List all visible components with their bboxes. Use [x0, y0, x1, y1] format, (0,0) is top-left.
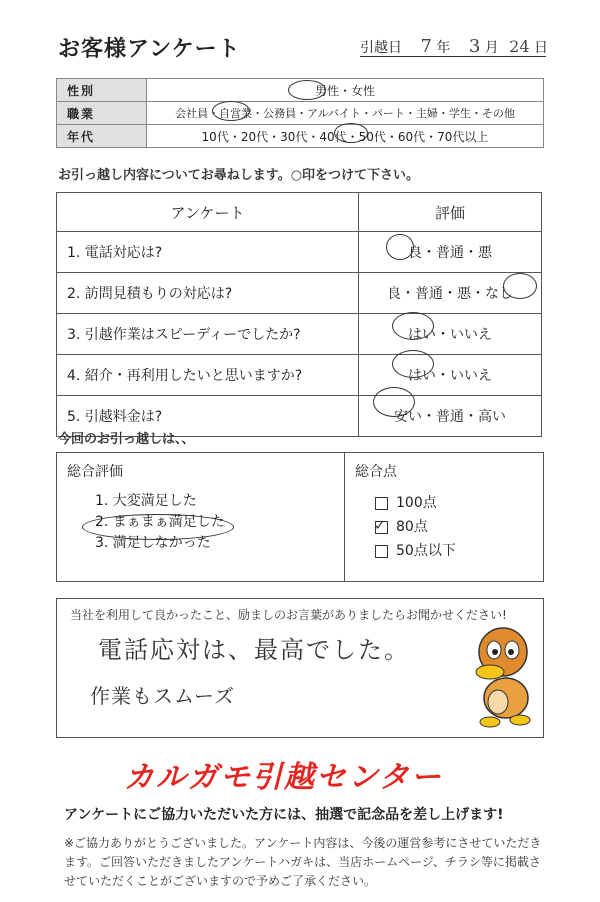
answer-circle-mark	[503, 273, 537, 299]
date-day: 24	[509, 37, 530, 56]
footnote: ※ご協力ありがとうございました。アンケート内容は、今後の運営参考にさせていただきます。ご回答いただきましたアンケートハガキは、当店ホームページ、チラシ等に掲載させていただくことがございますので予めご了承ください。	[64, 836, 542, 888]
age-circle-mark	[334, 123, 368, 143]
rating-option-selected: 2. まぁまぁ満足した	[95, 514, 225, 530]
prize-notice: アンケートにご協力いただいた方には、抽選で記念品を差し上げます!	[64, 807, 504, 823]
handwritten-comment-line: 電話応対は、最高でした。	[98, 636, 410, 664]
comment-prompt: 当社を利用して良かったこと、励ましのお言葉がありましたらお聞かせください!	[70, 608, 507, 622]
survey-table	[56, 192, 542, 437]
date-underline	[360, 56, 546, 57]
occupation-circle-mark	[212, 101, 250, 121]
page-title: お客様アンケート	[58, 37, 241, 62]
date-label: 引越日	[360, 40, 402, 56]
survey-row	[57, 355, 542, 396]
answer-circle-mark	[386, 234, 414, 260]
info-label: 年代	[57, 125, 147, 147]
checkbox-icon	[375, 497, 388, 510]
survey-answer-options: 安い・普通・高い	[359, 396, 542, 437]
instruction-text: お引っ越し内容についてお尋ねします。○印をつけて下さい。	[58, 168, 420, 183]
score-option-checked	[375, 515, 533, 539]
info-row-occupation	[57, 102, 543, 125]
info-value: 男性・女性	[314, 83, 375, 98]
date-year: 7	[420, 36, 432, 57]
score-label: 100点	[396, 495, 437, 511]
survey-answer-options: はい・いいえ	[359, 355, 542, 396]
survey-answer-options: 良・普通・悪・なし	[359, 273, 542, 314]
survey-row	[57, 273, 542, 314]
info-row-age	[57, 125, 543, 147]
survey-answer-options: はい・いいえ	[359, 314, 542, 355]
handwritten-comment-line: 作業もスムーズ	[90, 684, 235, 708]
overall-score	[345, 453, 543, 581]
info-value: 会社員・自営業・公務員・アルバイト・パート・主婦・学生・その他	[175, 107, 515, 120]
answer-circle-mark	[392, 312, 434, 340]
info-value: 10代・20代・30代・40代・50代・60代・70代以上	[201, 129, 489, 144]
gender-circle-mark	[288, 80, 326, 100]
rating-circle-mark	[82, 514, 234, 540]
score-label: 50点以下	[396, 543, 456, 559]
score-option	[375, 539, 533, 563]
survey-question: 4. 紹介・再利用したいと思いますか?	[57, 355, 359, 396]
company-logo-text: カルガモ引越センター	[124, 760, 443, 795]
summary-intro: 今回のお引っ越しは、、	[58, 432, 195, 447]
survey-row	[57, 314, 542, 355]
move-date	[360, 36, 548, 57]
answer-circle-mark	[373, 387, 415, 417]
rating-option: 3. 満足しなかった	[95, 535, 211, 551]
answer-circle-mark	[392, 350, 434, 378]
info-label: 性別	[57, 79, 147, 101]
score-label: 80点	[396, 519, 428, 535]
survey-question: 2. 訪問見積もりの対応は?	[57, 273, 359, 314]
survey-question: 3. 引越作業はスピーディーでしたか?	[57, 314, 359, 355]
overall-score-title: 総合点	[355, 464, 397, 480]
survey-question: 1. 電話対応は?	[57, 232, 359, 273]
date-month-unit: 月	[484, 40, 499, 56]
survey-answer-options: 良・普通・悪	[359, 232, 542, 273]
survey-header-row	[57, 193, 542, 232]
survey-question: 5. 引越料金は?	[57, 396, 359, 437]
info-label: 職業	[57, 102, 147, 124]
date-year-unit: 年	[436, 40, 451, 56]
checked-checkbox-icon	[375, 521, 388, 534]
overall-rating-title: 総合評価	[67, 464, 123, 480]
checkbox-icon	[375, 545, 388, 558]
survey-row	[57, 232, 542, 273]
date-day-unit: 日	[533, 40, 548, 56]
score-option	[375, 491, 533, 515]
survey-header-answer: 評価	[359, 193, 542, 232]
duck-mascot-icon	[468, 620, 538, 730]
date-month: 3	[468, 36, 481, 57]
rating-option: 1. 大変満足した	[95, 493, 197, 509]
survey-header-question: アンケート	[57, 193, 359, 232]
